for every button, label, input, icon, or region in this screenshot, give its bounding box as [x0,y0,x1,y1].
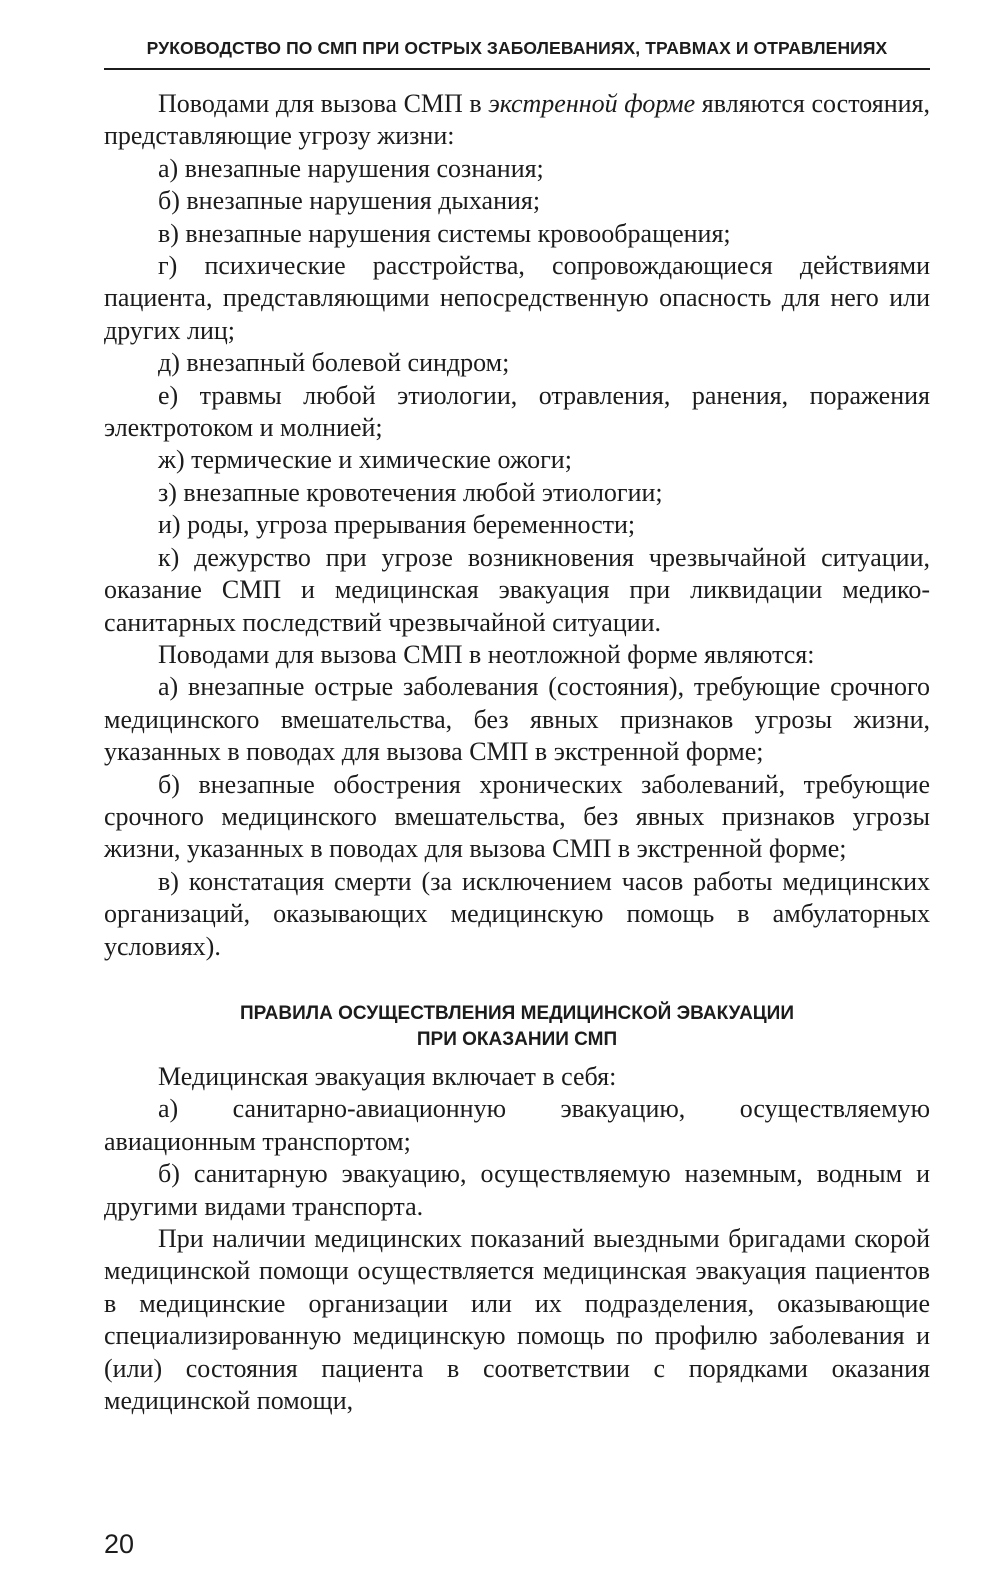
body-text [104,88,930,1417]
evacuation-item: б) санитарную эвакуацию, осуществляемую наземным, водным и другими видами транспорта. [104,1159,930,1221]
emergency-intro-before: Поводами для вызова СМП в [158,89,489,118]
emergency-item: в) внезапные нарушения системы кровообращения; [158,218,731,248]
emergency-intro-after: являются состояния, представляющие угрозу жизни: [104,89,930,151]
section-title [104,1001,930,1053]
emergency-item: б) внезапные нарушения дыхания; [158,186,541,216]
urgent-item: б) внезапные обострения хронических заболеваний, требующие срочного медицинского вмешательства, без явных признаков угрозы жизни, указанных в поводах для вызова СМП в экстренной форме; [104,769,930,864]
header-rule [104,68,930,70]
urgent-item: а) внезапные острые заболевания (состояния), требующие срочного медицинского вмешательства, без явных признаков угрозы жизни, указанных в поводах для вызова СМП в экстренной форме; [104,672,930,767]
emergency-item: к) дежурство при угрозе возникновения чрезвычайной ситуации, оказание СМП и медицинская эвакуация при ликвидации медико-санитарных последствий чрезвычайной ситуации. [104,542,930,637]
emergency-item: ж) термические и химические ожоги; [158,445,572,475]
emergency-item: е) травмы любой этиологии, отравления, ранения, поражения электротоком и молнией; [104,380,930,443]
emergency-intro [104,88,930,153]
page-number: 20 [104,1529,135,1559]
section-title-line-1: ПРАВИЛА ОСУЩЕСТВЛЕНИЯ МЕДИЦИНСКОЙ ЭВАКУАЦИИ [240,1002,794,1024]
emergency-item: д) внезапный болевой синдром; [158,348,510,378]
emergency-item: г) психические расстройства, сопровождающиеся действиями пациента, представляющими непосредственную опасность для него или других лиц; [104,251,930,345]
evacuation-closing: При наличии медицинских показаний выездными бригадами скорой медицинской помощи осуществляется медицинская эвакуация пациентов в медицинские организации или их подразделения, оказывающие специализированную медицинскую помощь по профилю заболевания и (или) состояния пациента в соответствии с порядками оказания медицинской помощи, [104,1224,930,1416]
emergency-item: и) роды, угроза прерывания беременности; [158,510,636,540]
urgent-intro: Поводами для вызова СМП в неотложной форме являются: [158,639,815,669]
urgent-item: в) констатация смерти (за исключением часов работы медицинских организаций, оказывающих медицинскую помощь в амбулаторных условиях). [104,866,930,961]
emergency-item: а) внезапные нарушения сознания; [158,153,544,183]
evacuation-item: а) санитарно-авиационную эвакуацию, осуществляемую авиационным транспортом; [104,1094,930,1156]
emergency-intro-emphasis: экстренной форме [488,89,696,118]
evacuation-intro: Медицинская эвакуация включает в себя: [158,1061,617,1091]
emergency-item: з) внезапные кровотечения любой этиологии; [158,477,663,507]
running-head: РУКОВОДСТВО ПО СМП ПРИ ОСТРЫХ ЗАБОЛЕВАНИЯХ, ТРАВМАХ И ОТРАВЛЕНИЯХ [146,38,888,58]
section-title-line-2: ПРИ ОКАЗАНИИ СМП [416,1028,618,1050]
